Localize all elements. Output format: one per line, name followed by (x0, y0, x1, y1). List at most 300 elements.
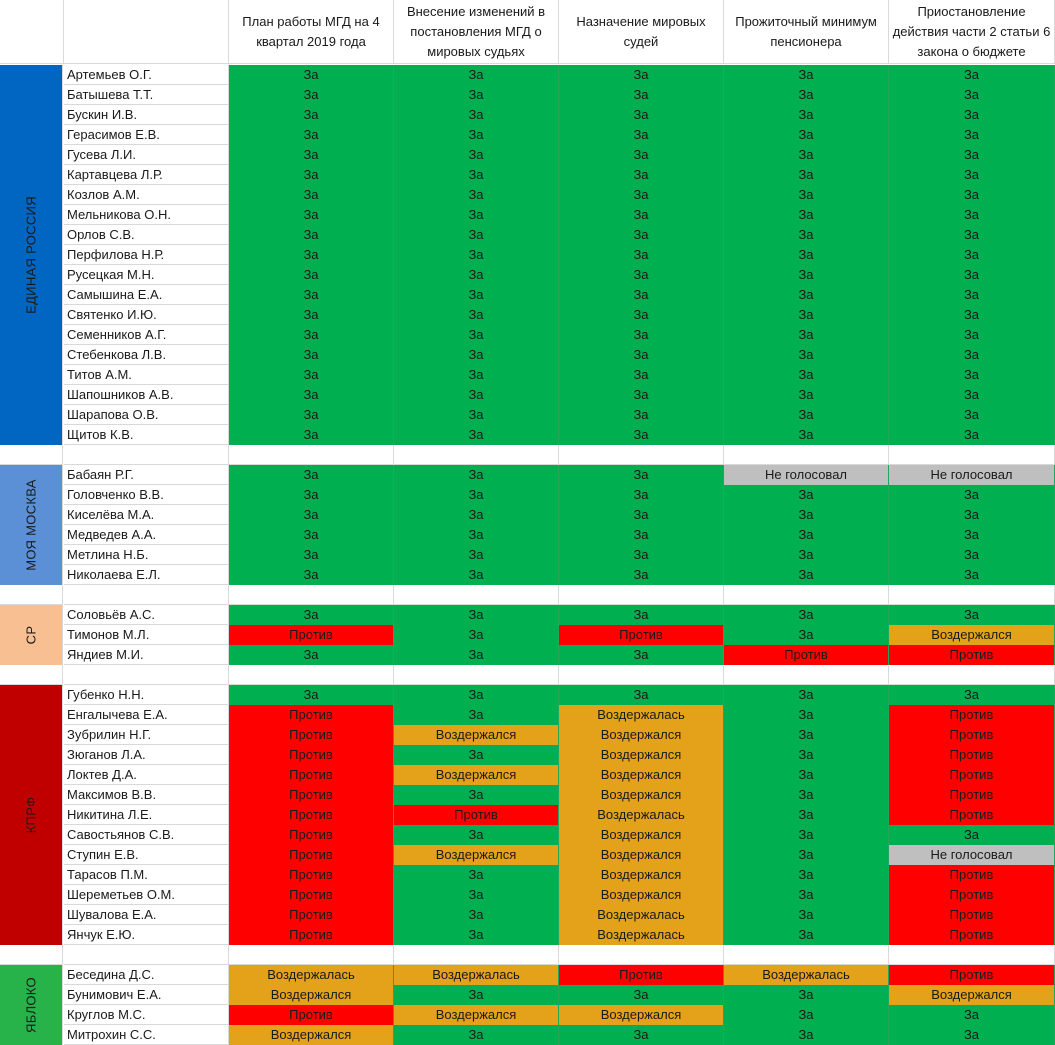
vote-cell: Воздержался (889, 625, 1055, 645)
vote-cell: Воздержалась (559, 925, 724, 945)
vote-cell: Воздержался (559, 825, 724, 845)
vote-cell: Воздержался (559, 865, 724, 885)
vote-cell: За (394, 105, 559, 125)
deputy-name: Бабаян Р.Г. (64, 465, 229, 485)
vote-cell: За (559, 525, 724, 545)
vote-cell: За (229, 325, 394, 345)
separator-cell (724, 445, 889, 465)
vote-cell: За (559, 385, 724, 405)
vote-cell: Против (229, 765, 394, 785)
deputy-name: Перфилова Н.Р. (64, 245, 229, 265)
separator-cell (0, 585, 63, 605)
vote-cell: За (889, 245, 1055, 265)
vote-cell: За (394, 125, 559, 145)
vote-cell: За (229, 465, 394, 485)
vote-cell: За (559, 285, 724, 305)
vote-cell: За (889, 385, 1055, 405)
vote-cell: За (889, 405, 1055, 425)
vote-cell: Против (229, 1005, 394, 1025)
vote-cell: За (889, 605, 1055, 625)
vote-cell: За (889, 105, 1055, 125)
vote-cell: За (889, 485, 1055, 505)
vote-cell: Воздержался (394, 765, 559, 785)
vote-cell: За (724, 205, 889, 225)
separator-cell (64, 665, 229, 685)
deputy-name: Титов А.М. (64, 365, 229, 385)
vote-cell: За (889, 345, 1055, 365)
vote-cell: За (724, 1005, 889, 1025)
vote-cell: За (559, 205, 724, 225)
vote-cell: За (229, 145, 394, 165)
vote-cell: За (889, 425, 1055, 445)
deputy-name: Русецкая М.Н. (64, 265, 229, 285)
vote-cell: За (889, 85, 1055, 105)
vote-cell: Против (889, 805, 1055, 825)
vote-cell: Против (229, 825, 394, 845)
vote-cell: Не голосовал (889, 845, 1055, 865)
vote-cell: За (394, 345, 559, 365)
vote-cell: За (559, 85, 724, 105)
deputy-name: Тарасов П.М. (64, 865, 229, 885)
vote-cell: За (394, 565, 559, 585)
vote-cell: За (559, 505, 724, 525)
party-label-cell (0, 65, 63, 445)
vote-cell: За (394, 625, 559, 645)
column-header: Прожиточный минимум пенсионера (724, 0, 889, 64)
vote-cell: За (229, 685, 394, 705)
party-name: КПРФ (23, 796, 39, 834)
vote-cell: За (229, 265, 394, 285)
vote-cell: Воздержался (394, 1005, 559, 1025)
vote-cell: За (394, 65, 559, 85)
vote-cell: За (724, 145, 889, 165)
vote-cell: За (724, 265, 889, 285)
vote-cell: За (394, 785, 559, 805)
vote-cell: За (724, 325, 889, 345)
vote-cell: За (559, 225, 724, 245)
vote-cell: За (724, 785, 889, 805)
column-header: План работы МГД на 4 квартал 2019 года (229, 0, 394, 64)
vote-cell: За (559, 265, 724, 285)
deputy-name: Стебенкова Л.В. (64, 345, 229, 365)
separator-cell (559, 445, 724, 465)
vote-cell: За (559, 545, 724, 565)
column-header: Назначение мировых судей (559, 0, 724, 64)
vote-cell: За (724, 725, 889, 745)
vote-cell: За (889, 165, 1055, 185)
vote-cell: За (229, 105, 394, 125)
vote-cell: За (394, 525, 559, 545)
vote-cell: За (559, 1025, 724, 1045)
vote-cell: За (724, 845, 889, 865)
vote-cell: Против (889, 645, 1055, 665)
vote-cell: За (889, 825, 1055, 845)
vote-cell: За (394, 645, 559, 665)
vote-cell: За (889, 225, 1055, 245)
deputy-name: Зубрилин Н.Г. (64, 725, 229, 745)
vote-cell: За (229, 285, 394, 305)
vote-cell: Против (559, 965, 724, 985)
vote-cell: Против (889, 925, 1055, 945)
vote-cell: За (229, 405, 394, 425)
vote-cell: За (889, 65, 1055, 85)
vote-cell: За (394, 905, 559, 925)
vote-cell: За (889, 545, 1055, 565)
vote-cell: За (724, 605, 889, 625)
vote-cell: За (889, 125, 1055, 145)
separator-cell (229, 585, 394, 605)
vote-cell: За (724, 425, 889, 445)
vote-cell: За (229, 485, 394, 505)
deputy-name: Митрохин С.С. (64, 1025, 229, 1045)
deputy-name: Святенко И.Ю. (64, 305, 229, 325)
vote-cell: За (394, 85, 559, 105)
vote-cell: За (724, 925, 889, 945)
separator-cell (394, 445, 559, 465)
vote-cell: Воздержался (229, 985, 394, 1005)
vote-cell: Не голосовал (724, 465, 889, 485)
vote-cell: За (889, 185, 1055, 205)
deputy-name: Зюганов Л.А. (64, 745, 229, 765)
separator-cell (724, 665, 889, 685)
separator-cell (0, 445, 63, 465)
vote-cell: Против (229, 625, 394, 645)
vote-cell: Воздержалась (559, 705, 724, 725)
vote-cell: За (229, 565, 394, 585)
vote-cell: За (724, 805, 889, 825)
vote-cell: За (394, 225, 559, 245)
deputy-name: Беседина Д.С. (64, 965, 229, 985)
separator-cell (394, 665, 559, 685)
vote-cell: Воздержалась (559, 905, 724, 925)
vote-cell: Против (889, 785, 1055, 805)
names-header-cell (64, 0, 229, 64)
separator-cell (559, 665, 724, 685)
deputy-name: Локтев Д.А. (64, 765, 229, 785)
separator-cell (889, 445, 1055, 465)
deputy-name: Савостьянов С.В. (64, 825, 229, 845)
vote-cell: За (229, 245, 394, 265)
vote-cell: За (724, 745, 889, 765)
vote-cell: Воздержался (559, 785, 724, 805)
vote-cell: За (229, 605, 394, 625)
deputy-name: Семенников А.Г. (64, 325, 229, 345)
vote-cell: За (559, 345, 724, 365)
deputy-name: Николаева Е.Л. (64, 565, 229, 585)
vote-cell: За (229, 385, 394, 405)
separator-cell (394, 585, 559, 605)
party-name: МОЯ МОСКВА (23, 479, 39, 571)
vote-cell: За (229, 345, 394, 365)
vote-cell: За (724, 865, 889, 885)
vote-cell: За (559, 565, 724, 585)
vote-cell: За (394, 305, 559, 325)
vote-cell: За (229, 185, 394, 205)
separator-cell (889, 585, 1055, 605)
separator-cell (229, 945, 394, 965)
vote-cell: Против (229, 805, 394, 825)
vote-cell: За (559, 65, 724, 85)
vote-cell: За (889, 525, 1055, 545)
deputy-name: Козлов А.М. (64, 185, 229, 205)
vote-cell: Против (724, 645, 889, 665)
party-name: ЕДИНАЯ РОССИЯ (23, 196, 39, 314)
vote-cell: Воздержался (559, 725, 724, 745)
vote-cell: За (559, 325, 724, 345)
deputy-name: Соловьёв А.С. (64, 605, 229, 625)
vote-cell: Против (229, 925, 394, 945)
deputy-name: Янчук Е.Ю. (64, 925, 229, 945)
deputy-name: Самышина Е.А. (64, 285, 229, 305)
vote-cell: Против (229, 845, 394, 865)
deputy-name: Батышева Т.Т. (64, 85, 229, 105)
vote-cell: За (724, 1025, 889, 1045)
separator-cell (889, 945, 1055, 965)
vote-cell: За (559, 485, 724, 505)
column-header: Приостановление действия части 2 статьи 6 закона о бюджете (889, 0, 1055, 64)
vote-cell: Против (889, 885, 1055, 905)
vote-cell: За (889, 305, 1055, 325)
column-header: Внесение изменений в постановления МГД о мировых судьях (394, 0, 559, 64)
vote-cell: За (724, 225, 889, 245)
deputy-name: Яндиев М.И. (64, 645, 229, 665)
deputy-name: Ступин Е.В. (64, 845, 229, 865)
vote-cell: За (394, 245, 559, 265)
vote-cell: Против (229, 705, 394, 725)
vote-cell: За (889, 145, 1055, 165)
separator-cell (229, 445, 394, 465)
vote-cell: За (724, 525, 889, 545)
vote-cell: За (394, 145, 559, 165)
vote-cell: За (394, 885, 559, 905)
vote-cell: За (889, 685, 1055, 705)
vote-cell: Против (889, 905, 1055, 925)
vote-cell: За (394, 865, 559, 885)
vote-cell: За (559, 125, 724, 145)
vote-cell: За (394, 825, 559, 845)
vote-cell: За (724, 245, 889, 265)
vote-cell: За (724, 885, 889, 905)
deputy-name: Шувалова Е.А. (64, 905, 229, 925)
vote-cell: За (394, 605, 559, 625)
deputy-name: Герасимов Е.В. (64, 125, 229, 145)
vote-cell: За (394, 385, 559, 405)
vote-cell: За (394, 365, 559, 385)
vote-cell: За (229, 65, 394, 85)
party-label-cell (0, 465, 63, 585)
vote-cell: Против (889, 965, 1055, 985)
vote-cell: За (724, 165, 889, 185)
vote-cell: За (889, 205, 1055, 225)
vote-cell: За (394, 285, 559, 305)
group-separator-row (64, 945, 1055, 965)
deputy-name: Шапошников А.В. (64, 385, 229, 405)
vote-cell: За (889, 365, 1055, 385)
vote-cell: За (724, 185, 889, 205)
deputy-name: Щитов К.В. (64, 425, 229, 445)
deputy-name: Мельникова О.Н. (64, 205, 229, 225)
separator-cell (229, 665, 394, 685)
party-label-cell (0, 685, 63, 945)
vote-cell: За (559, 465, 724, 485)
separator-cell (64, 445, 229, 465)
vote-cell: За (724, 105, 889, 125)
vote-cell: За (394, 545, 559, 565)
vote-cell: За (559, 185, 724, 205)
deputy-name: Никитина Л.Е. (64, 805, 229, 825)
vote-cell: За (394, 465, 559, 485)
separator-cell (559, 585, 724, 605)
vote-cell: За (724, 625, 889, 645)
vote-cell: За (559, 605, 724, 625)
separator-cell (889, 665, 1055, 685)
vote-cell: За (559, 165, 724, 185)
vote-cell: За (889, 1025, 1055, 1045)
deputy-name: Бунимович Е.А. (64, 985, 229, 1005)
deputy-name: Гусева Л.И. (64, 145, 229, 165)
party-label-cell (0, 605, 63, 665)
vote-cell: За (394, 685, 559, 705)
vote-cell: Воздержалась (394, 965, 559, 985)
vote-cell: За (394, 505, 559, 525)
vote-cell: За (559, 245, 724, 265)
vote-cell: Воздержался (559, 765, 724, 785)
deputy-name: Енгалычева Е.А. (64, 705, 229, 725)
vote-cell: За (889, 505, 1055, 525)
deputy-name: Киселёва М.А. (64, 505, 229, 525)
vote-cell: За (229, 645, 394, 665)
vote-cell: Воздержался (889, 985, 1055, 1005)
vote-cell: За (229, 125, 394, 145)
deputy-name: Губенко Н.Н. (64, 685, 229, 705)
vote-cell: За (724, 765, 889, 785)
vote-cell: За (394, 165, 559, 185)
vote-cell: Воздержался (559, 885, 724, 905)
vote-cell: За (889, 285, 1055, 305)
vote-cell: Не голосовал (889, 465, 1055, 485)
vote-cell: За (229, 425, 394, 445)
deputy-name: Орлов С.В. (64, 225, 229, 245)
vote-cell: За (229, 545, 394, 565)
deputy-name: Круглов М.С. (64, 1005, 229, 1025)
vote-cell: Против (394, 805, 559, 825)
separator-cell (64, 585, 229, 605)
vote-cell: Воздержалась (229, 965, 394, 985)
vote-cell: За (724, 305, 889, 325)
vote-cell: Воздержался (394, 845, 559, 865)
vote-cell: Против (559, 625, 724, 645)
vote-cell: Против (889, 705, 1055, 725)
vote-cell: За (229, 165, 394, 185)
vote-cell: За (559, 685, 724, 705)
vote-cell: За (394, 185, 559, 205)
vote-cell: За (559, 105, 724, 125)
vote-cell: За (724, 125, 889, 145)
vote-cell: Воздержался (559, 1005, 724, 1025)
vote-cell: За (394, 205, 559, 225)
vote-cell: За (724, 545, 889, 565)
vote-cell: Против (889, 725, 1055, 745)
deputy-name: Метлина Н.Б. (64, 545, 229, 565)
corner-cell (0, 0, 64, 64)
deputy-name: Шарапова О.В. (64, 405, 229, 425)
deputy-name: Шереметьев О.М. (64, 885, 229, 905)
vote-cell: Против (229, 905, 394, 925)
vote-cell: Против (229, 865, 394, 885)
vote-cell: За (724, 385, 889, 405)
vote-cell: Воздержалась (559, 805, 724, 825)
vote-cell: За (559, 985, 724, 1005)
vote-cell: За (559, 145, 724, 165)
vote-cell: За (559, 405, 724, 425)
vote-cell: За (559, 365, 724, 385)
vote-cell: Воздержался (394, 725, 559, 745)
party-label-cell (0, 965, 63, 1045)
vote-cell: За (394, 745, 559, 765)
deputy-name: Картавцева Л.Р. (64, 165, 229, 185)
deputy-name: Максимов В.В. (64, 785, 229, 805)
vote-cell: Воздержался (229, 1025, 394, 1045)
vote-cell: За (394, 485, 559, 505)
group-separator-row (64, 585, 1055, 605)
separator-cell (0, 665, 63, 685)
vote-cell: За (889, 265, 1055, 285)
vote-cell: Воздержался (559, 745, 724, 765)
deputy-name: Артемьев О.Г. (64, 65, 229, 85)
vote-cell: За (394, 325, 559, 345)
vote-cell: За (889, 325, 1055, 345)
group-separator-row (64, 665, 1055, 685)
vote-cell: Против (229, 785, 394, 805)
deputy-name: Тимонов М.Л. (64, 625, 229, 645)
group-separator-row (64, 445, 1055, 465)
vote-cell: За (724, 345, 889, 365)
vote-cell: За (724, 985, 889, 1005)
separator-cell (559, 945, 724, 965)
vote-cell: Против (889, 745, 1055, 765)
vote-cell: Против (889, 765, 1055, 785)
separator-cell (724, 945, 889, 965)
vote-cell: За (724, 505, 889, 525)
party-name: ЯБЛОКО (23, 977, 39, 1033)
separator-cell (724, 585, 889, 605)
vote-cell: За (889, 1005, 1055, 1025)
vote-cell: За (229, 305, 394, 325)
deputy-name: Медведев А.А. (64, 525, 229, 545)
vote-cell: За (724, 705, 889, 725)
vote-cell: За (394, 985, 559, 1005)
vote-cell: Воздержалась (724, 965, 889, 985)
vote-cell: За (559, 425, 724, 445)
vote-cell: За (229, 505, 394, 525)
vote-cell: За (394, 265, 559, 285)
vote-cell: За (559, 305, 724, 325)
separator-cell (0, 945, 63, 965)
vote-cell: За (724, 685, 889, 705)
vote-cell: За (559, 645, 724, 665)
vote-cell: Против (889, 865, 1055, 885)
vote-cell: За (394, 705, 559, 725)
vote-cell: За (394, 425, 559, 445)
vote-cell: За (724, 485, 889, 505)
vote-cell: За (724, 565, 889, 585)
vote-cell: Воздержался (559, 845, 724, 865)
vote-cell: Против (229, 745, 394, 765)
vote-cell: За (394, 1025, 559, 1045)
vote-cell: Против (229, 885, 394, 905)
vote-cell: За (724, 405, 889, 425)
deputy-name: Бускин И.В. (64, 105, 229, 125)
